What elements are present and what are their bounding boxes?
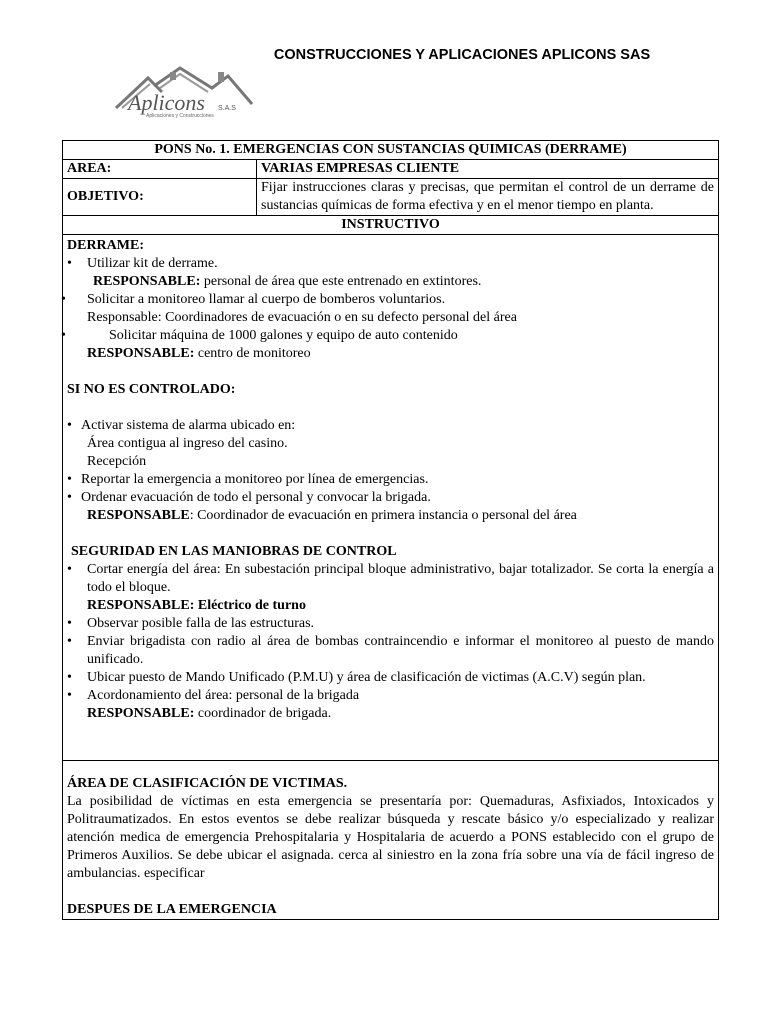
list-item: • Solicitar a monitoreo llamar al cuerpo de bomberos voluntarios.: [67, 291, 714, 309]
pons-table: [62, 140, 719, 920]
logo-graphic: [108, 64, 258, 120]
responsable-text: coordinador de brigada.: [194, 706, 332, 721]
area-label: AREA:: [63, 160, 257, 179]
instructivo-body: [63, 235, 719, 761]
responsable-line: [67, 345, 714, 363]
objetivo-label: OBJETIVO:: [63, 179, 257, 216]
area-value: VARIAS EMPRESAS CLIENTE: [257, 160, 719, 179]
doc-title: PONS No. 1. EMERGENCIAS CON SUSTANCIAS QUIMICAS (DERRAME): [63, 141, 719, 160]
objetivo-value: Fijar instrucciones claras y precisas, que permitan el control de un derrame de sustancias químicas de forma efectiva y en el menor tiempo en planta.: [257, 179, 719, 216]
no-controlado-heading: SI NO ES CONTROLADO:: [67, 382, 236, 397]
svg-text:Aplicaciones y Construcciones: Aplicaciones y Construcciones: [146, 113, 214, 119]
list-item: • Ubicar puesto de Mando Unificado (P.M.U) y área de clasificación de victimas (A.C.V) según plan.: [67, 669, 714, 687]
list-item: • Acordonamiento del área: personal de la brigada: [67, 687, 714, 705]
list-subitem: Área contigua al ingreso del casino.: [87, 436, 288, 451]
company-title: CONSTRUCCIONES Y APLICACIONES APLICONS SAS: [273, 47, 651, 63]
responsable-text: : Coordinador de evacuación en primera instancia o personal del área: [189, 508, 577, 523]
list-item: • Solicitar máquina de 1000 galones y equipo de auto contenido: [67, 327, 714, 345]
seguridad-heading: SEGURIDAD EN LAS MANIOBRAS DE CONTROL: [71, 544, 397, 559]
list-item: • Ordenar evacuación de todo el personal y convocar la brigada.: [67, 489, 714, 507]
responsable-label: RESPONSABLE: [87, 508, 190, 523]
responsable-label: RESPONSABLE:: [93, 274, 201, 289]
list-subitem: Recepción: [87, 454, 147, 469]
company-logo: [108, 64, 258, 120]
responsable-label: RESPONSABLE:: [87, 346, 195, 361]
responsable-line: [67, 705, 714, 723]
responsable-line: [67, 507, 714, 525]
responsable-label: RESPONSABLE:: [87, 706, 195, 721]
victimas-heading: ÁREA DE CLASIFICACIÓN DE VICTIMAS.: [67, 776, 348, 791]
list-item: • Activar sistema de alarma ubicado en:: [67, 417, 714, 435]
despues-heading: DESPUES DE LA EMERGENCIA: [67, 902, 277, 917]
derrame-heading: DERRAME:: [67, 238, 144, 253]
responsable-line: [67, 273, 714, 291]
list-item: • Enviar brigadista con radio al área de bombas contraincendio e informar el monitoreo al puesto de mando unificado.: [67, 633, 714, 669]
responsable-line: Responsable: Coordinadores de evacuación o en su defecto personal del área: [87, 310, 517, 325]
list-item: • Utilizar kit de derrame.: [67, 255, 714, 273]
instructivo-heading: INSTRUCTIVO: [63, 216, 719, 235]
svg-text:S.A.S: S.A.S: [218, 105, 236, 112]
responsable-text: centro de monitoreo: [194, 346, 311, 361]
svg-text:Aplicons: Aplicons: [128, 90, 205, 115]
list-item: • Cortar energía del área: En subestación principal bloque administrativo, bajar totalizador. Se corta la energía a todo el bloque.: [67, 561, 714, 597]
victimas-text: La posibilidad de víctimas en esta emergencia se presentaría por: Quemaduras, Asfixiados, Intoxicados y Politraumatizados. En estos eventos se debe realizar búsqueda y rescate básico y/o especializado y realizar atención medica de emergencia Prehospitalaria y Hospitalaria de acuerdo a PONS establecido con el grupo de Primeros Auxilios. Se debe ubicar el asignada. cerca al siniestro en la zona fría sobre una vía de fácil ingreso de ambulancias. especificar: [67, 794, 714, 881]
victimas-section: [63, 761, 719, 920]
responsable-text: personal de área que este entrenado en extintores.: [200, 274, 482, 289]
responsable-line: RESPONSABLE: Eléctrico de turno: [87, 598, 306, 613]
list-item: • Reportar la emergencia a monitoreo por línea de emergencias.: [67, 471, 714, 489]
list-item: • Observar posible falla de las estructuras.: [67, 615, 714, 633]
